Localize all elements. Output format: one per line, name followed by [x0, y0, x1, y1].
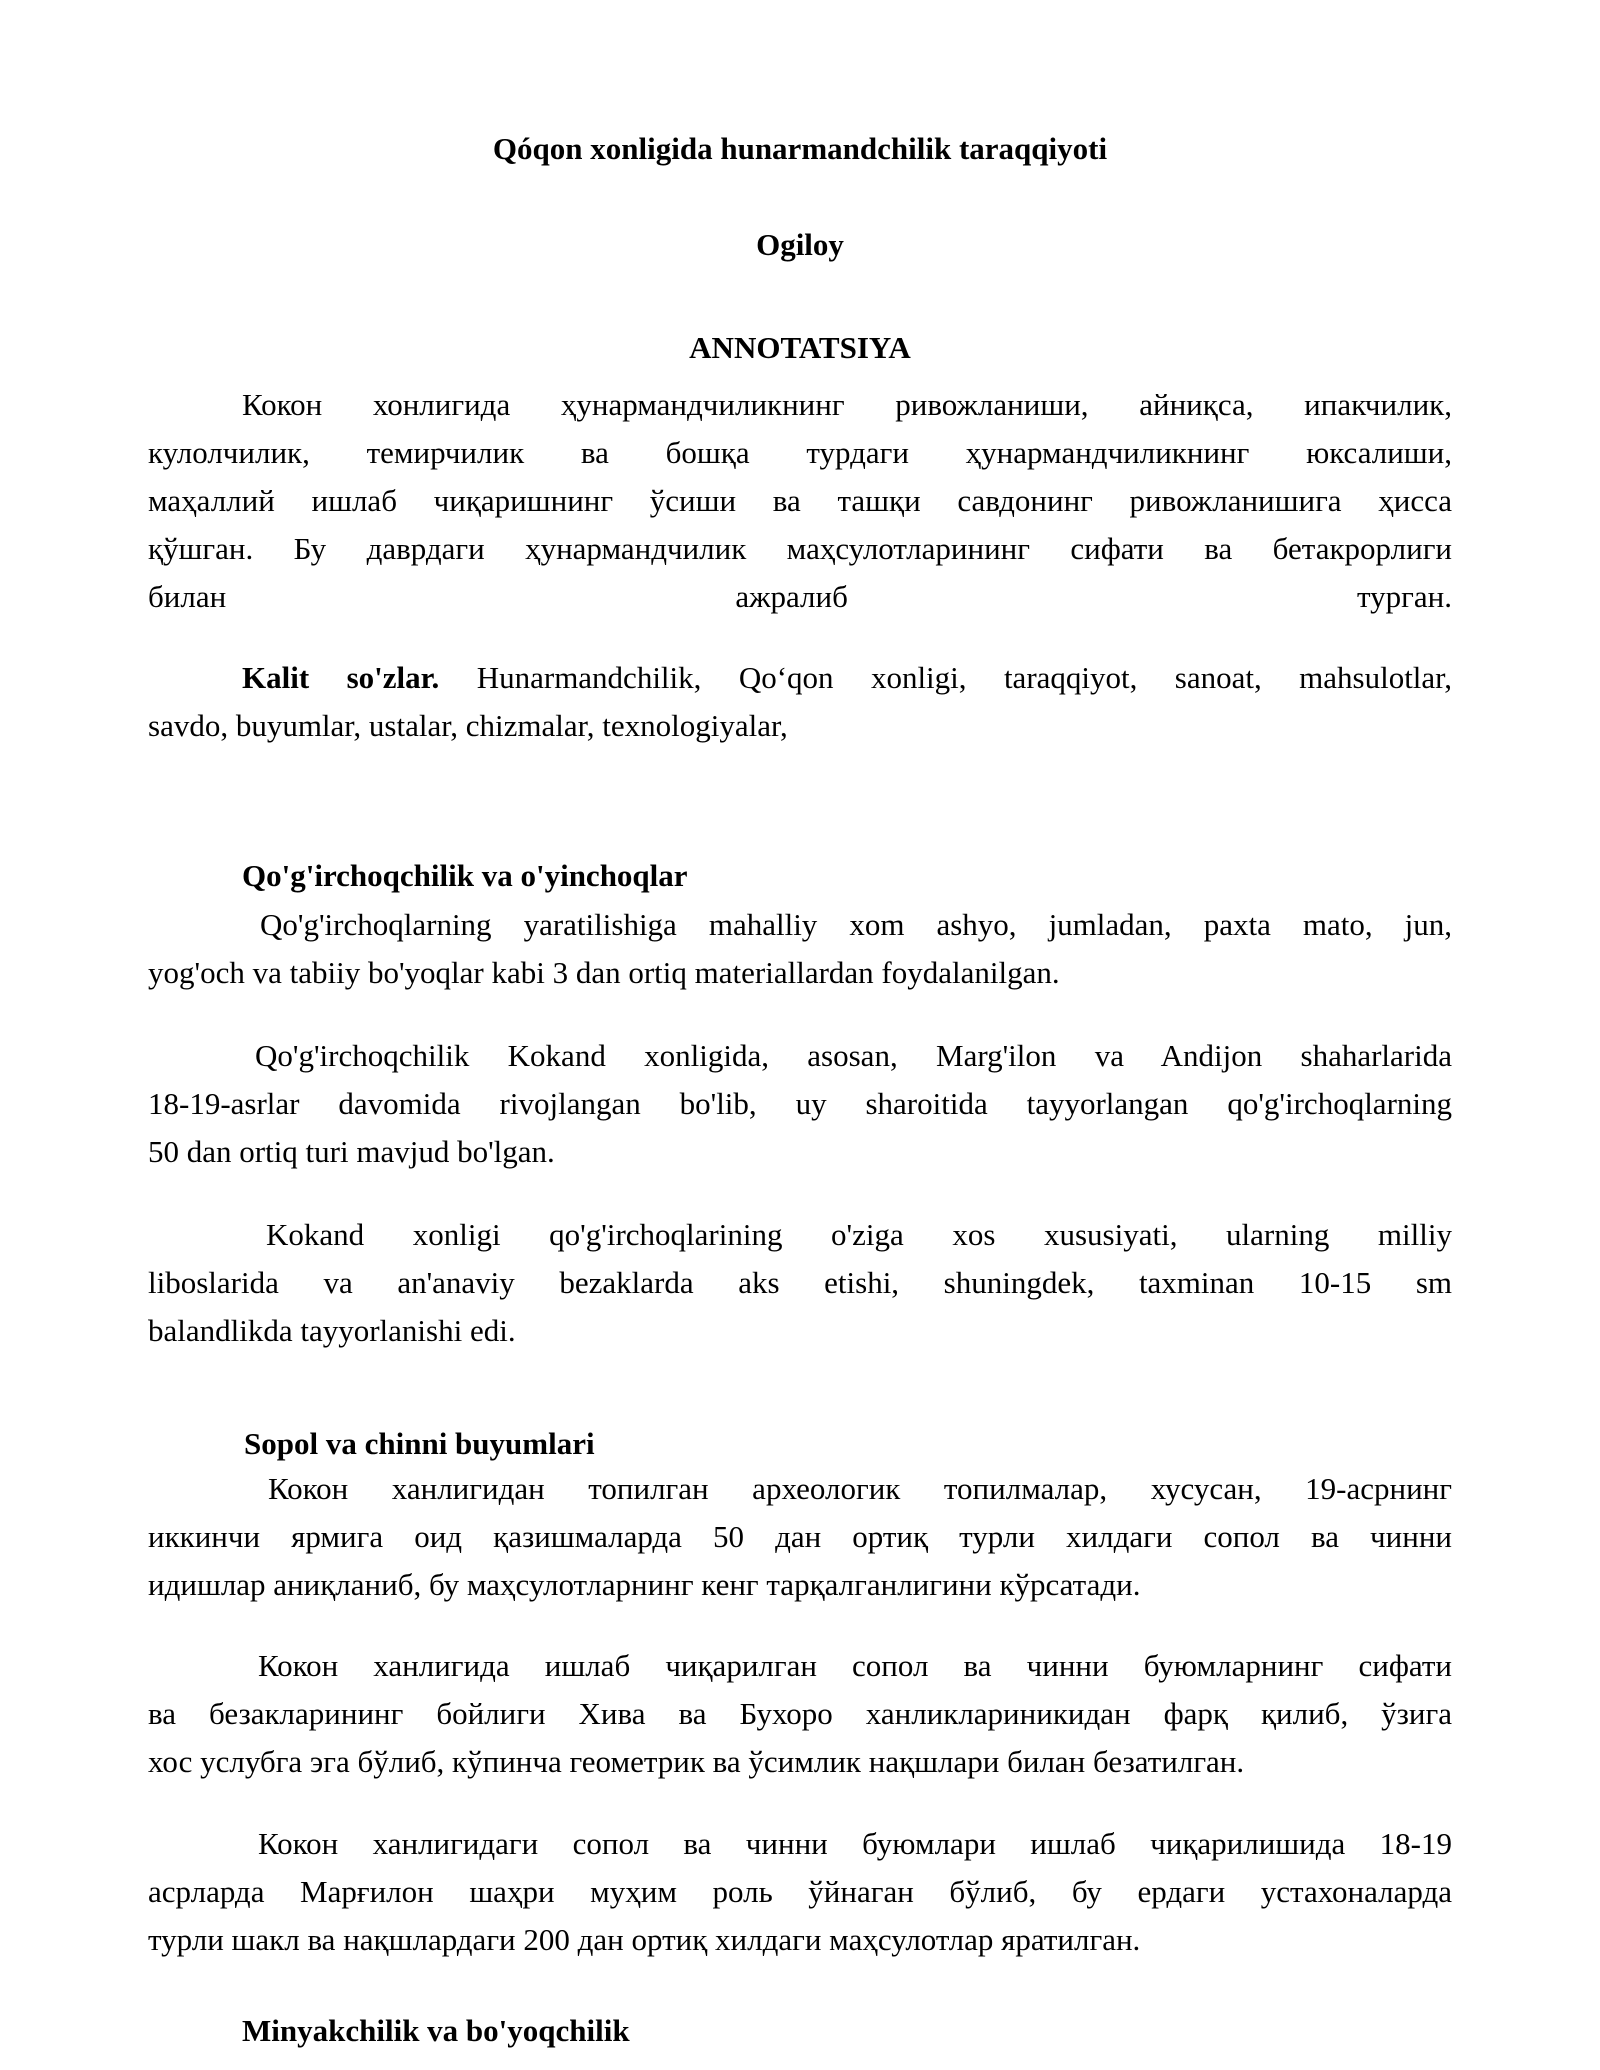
- section-heading: Minyakchilik va bo'yoqchilik: [242, 2013, 630, 2048]
- text-line: Кокон ханлигидан топилган археологик топилмалар, хусусан, 19-асрнинг: [268, 1471, 1452, 1506]
- section-heading: Qo'g'irchoqchilik va o'yinchoqlar: [242, 858, 688, 893]
- document-title: Qóqon xonligida hunarmandchilik taraqqiyoti: [492, 131, 1108, 166]
- keywords-paragraph: [148, 654, 1452, 750]
- annotation-paragraph: [148, 381, 1452, 621]
- text-line: 18-19-asrlar davomida rivojlangan bo'lib, uy sharoitida tayyorlangan qo'g'irchoqlarning: [148, 1086, 1452, 1121]
- keywords-text: Hunarmandchilik, Qo‘qon xonligi, taraqqiyot, sanoat, mahsulotlar,: [476, 660, 1452, 695]
- text-line: ва безакларининг бойлиги Хива ва Бухоро ханликлариникидан фарқ қилиб, ўзига: [148, 1696, 1452, 1731]
- text-line: [148, 654, 1452, 702]
- text-line: кулолчилик, темирчилик ва бошқа турдаги ҳунармандчиликнинг юксалиши,: [148, 435, 1452, 470]
- annotation-heading: ANNOTATSIYA: [689, 330, 911, 365]
- text-line: билан ажралиб турган.: [148, 579, 1452, 614]
- text-line: иккинчи ярмига оид қазишмаларда 50 дан ортиқ турли хилдаги сопол ва чинни: [148, 1519, 1452, 1554]
- paragraph: [148, 1032, 1452, 1176]
- text-line: Qo'g'irchoqlarning yaratilishiga mahalliy xom ashyo, jumladan, paxta mato, jun,: [260, 907, 1452, 942]
- text-line: liboslarida va an'anaviy bezaklarda aks etishi, shuningdek, taxminan 10-15 sm: [148, 1265, 1452, 1300]
- keywords-label: Kalit so'zlar.: [242, 660, 440, 695]
- text-line: хос услубга эга бўлиб, кўпинча геометрик ва ўсимлик нақшлари билан безатилган.: [148, 1744, 1245, 1779]
- text-line: Кокон ханлигидаги сопол ва чинни буюмлари ишлаб чиқарилишида 18-19: [258, 1826, 1452, 1861]
- text-line: 50 dan ortiq turi mavjud bo'lgan.: [148, 1134, 555, 1169]
- text-line: yog'och va tabiiy bo'yoqlar kabi 3 dan ortiq materiallardan foydalanilgan.: [148, 955, 1060, 990]
- paragraph: [148, 1642, 1452, 1786]
- text-line: Kokand xonligi qo'g'irchoqlarining o'ziga xos xususiyati, ularning milliy: [266, 1217, 1452, 1252]
- text-line: қўшган. Бу даврдаги ҳунармандчилик маҳсулотларининг сифати ва бетакрорлиги: [148, 531, 1452, 566]
- paragraph: [148, 1820, 1452, 1964]
- text-line: savdo, buyumlar, ustalar, chizmalar, texnologiyalar,: [148, 708, 788, 743]
- text-line: асрларда Марғилон шаҳри муҳим роль ўйнаган бўлиб, бу ердаги устахоналарда: [148, 1874, 1452, 1909]
- text-line: Qo'g'irchoqchilik Kokand xonligida, asosan, Marg'ilon va Andijon shaharlarida: [255, 1038, 1452, 1073]
- paragraph: [148, 1465, 1452, 1609]
- text-line: турли шакл ва нақшлардаги 200 дан ортиқ хилдаги маҳсулотлар яратилган.: [148, 1922, 1141, 1957]
- text-line: Кокон ханлигида ишлаб чиқарилган сопол ва чинни буюмларнинг сифати: [258, 1648, 1452, 1683]
- author-name: Ogiloy: [756, 227, 844, 262]
- paragraph: [148, 901, 1452, 997]
- text-line: идишлар аниқланиб, бу маҳсулотларнинг кенг тарқалганлигини кўрсатади.: [148, 1567, 1141, 1602]
- section-heading: Sopol va chinni buyumlari: [244, 1426, 595, 1461]
- text-line: маҳаллий ишлаб чиқаришнинг ўсиши ва ташқи савдонинг ривожланишига ҳисса: [148, 483, 1452, 518]
- text-line: Кокон хонлигида ҳунармандчиликнинг ривожланиши, айниқса, ипакчилик,: [242, 387, 1452, 422]
- paragraph: [148, 1211, 1452, 1355]
- text-line: balandlikda tayyorlanishi edi.: [148, 1313, 516, 1348]
